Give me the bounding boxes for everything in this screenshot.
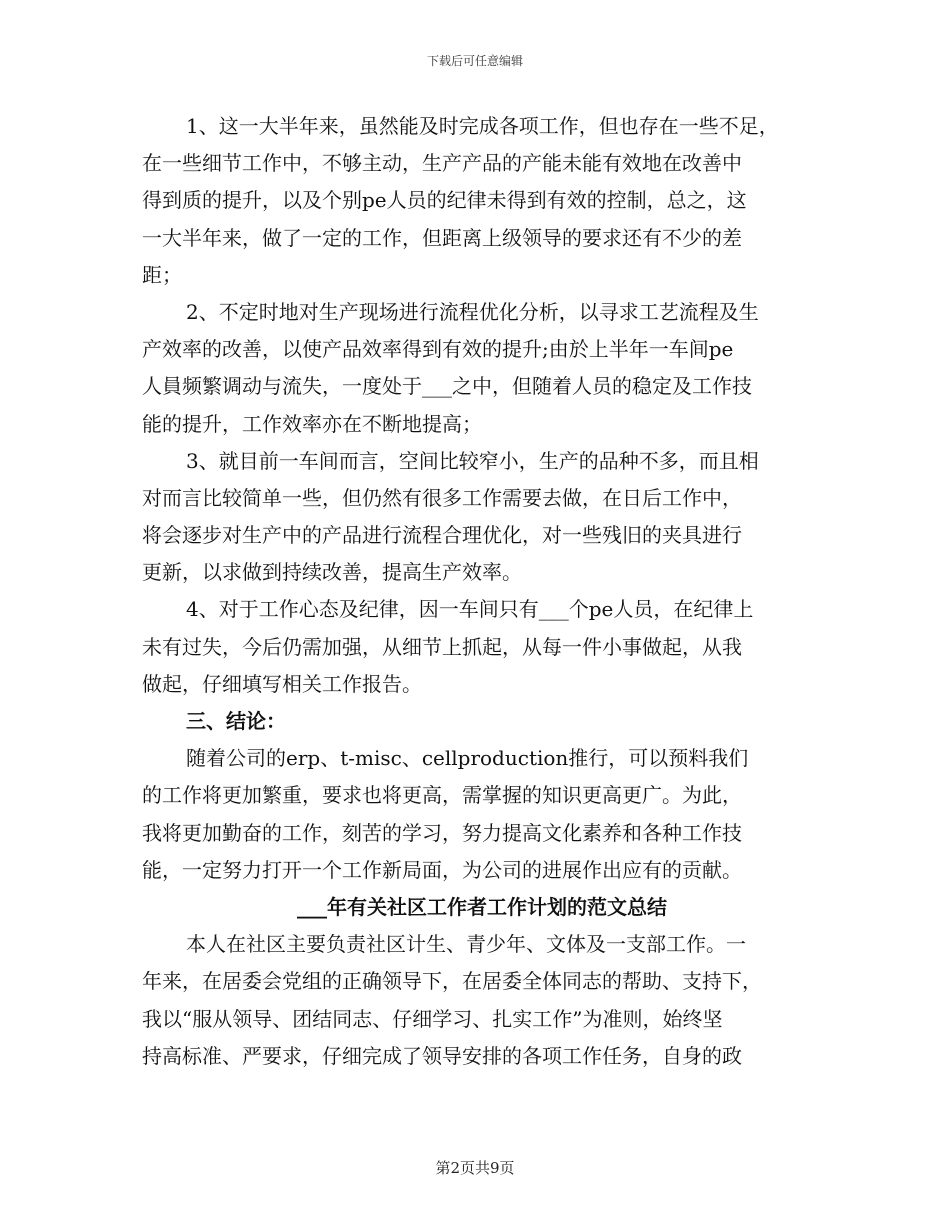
body-text-line: 我以“服从领导、团结同志、仔细学习、扎实工作”为准则，始终坚 [142,1006,723,1031]
page-header: 下载后可任意编辑 [426,54,523,68]
article-title: ___年有关社区工作者工作计划的范文总结 [297,894,667,919]
body-text-line: 更新，以求做到持续改善，提高生产效率。 [142,560,522,585]
body-text-line: 随着公司的erp、t-misc、cellproduction推行，可以预料我们 [186,746,749,771]
body-text-line: 年来，在居委会党组的正确领导下，在居委全体同志的帮助、支持下， [142,969,762,994]
section-heading: 三、结论： [186,709,286,733]
body-text-line: 一大半年来，做了一定的工作，但距离上级领导的要求还有不少的差 [142,225,742,250]
body-text-line: 2、不定时地对生产现场进行流程优化分析，以寻求工艺流程及生 [186,299,759,324]
body-text-line: 持高标准、严要求，仔细完成了领导安排的各项工作任务，自身的政 [142,1043,742,1068]
body-text-line: 3、就目前一车间而言，空间比较窄小，生产的品种不多，而且相 [186,448,759,473]
body-text-line: 得到质的提升，以及个别pe人员的纪律未得到有效的控制，总之，这 [142,188,747,213]
document-body [142,108,822,1075]
body-text-line: 本人在社区主要负责社区计生、青少年、文体及一支部工作。一 [186,932,746,957]
body-text-line: 对而言比较简单一些，但仍然有很多工作需要去做，在日后工作中， [142,485,742,510]
body-text-line: 1、这一大半年来，虽然能及时完成各项工作，但也存在一些不足， [186,114,779,138]
body-text-line: 的工作将更加繁重，要求也将更高，需掌握的知识更高更广。为此， [142,783,742,808]
body-text-line: 4、对于工作心态及纪律，因一车间只有___个pe人员，在纪律上 [186,597,754,622]
body-text-line: 我将更加勤奋的工作，刻苦的学习，努力提高文化素养和各种工作技 [142,820,742,845]
body-text-line: 能的提升，工作效率亦在不断地提高； [142,411,482,436]
body-text-line: 在一些细节工作中，不够主动，生产产品的产能未能有效地在改善中 [142,151,742,176]
body-text-line: 产效率的改善，以使产品效率得到有效的提升;由於上半年一车间pe [142,337,734,362]
body-text-line: 人員频繁调动与流失，一度处于___之中，但随着人员的稳定及工作技 [142,374,752,399]
body-text-line: 将会逐步对生产中的产品进行流程合理优化，对一些残旧的夹具进行 [142,523,742,548]
body-text-line: 能，一定努力打开一个工作新局面，为公司的进展作出应有的贡献。 [142,857,742,882]
body-text-line: 未有过失，今后仍需加强，从细节上抓起，从每一件小事做起，从我 [142,634,742,659]
body-text-line: 做起，仔细填写相关工作报告。 [142,671,422,696]
page-number: 第2页共9页 [435,1159,515,1177]
body-text-line: 距； [142,262,182,287]
